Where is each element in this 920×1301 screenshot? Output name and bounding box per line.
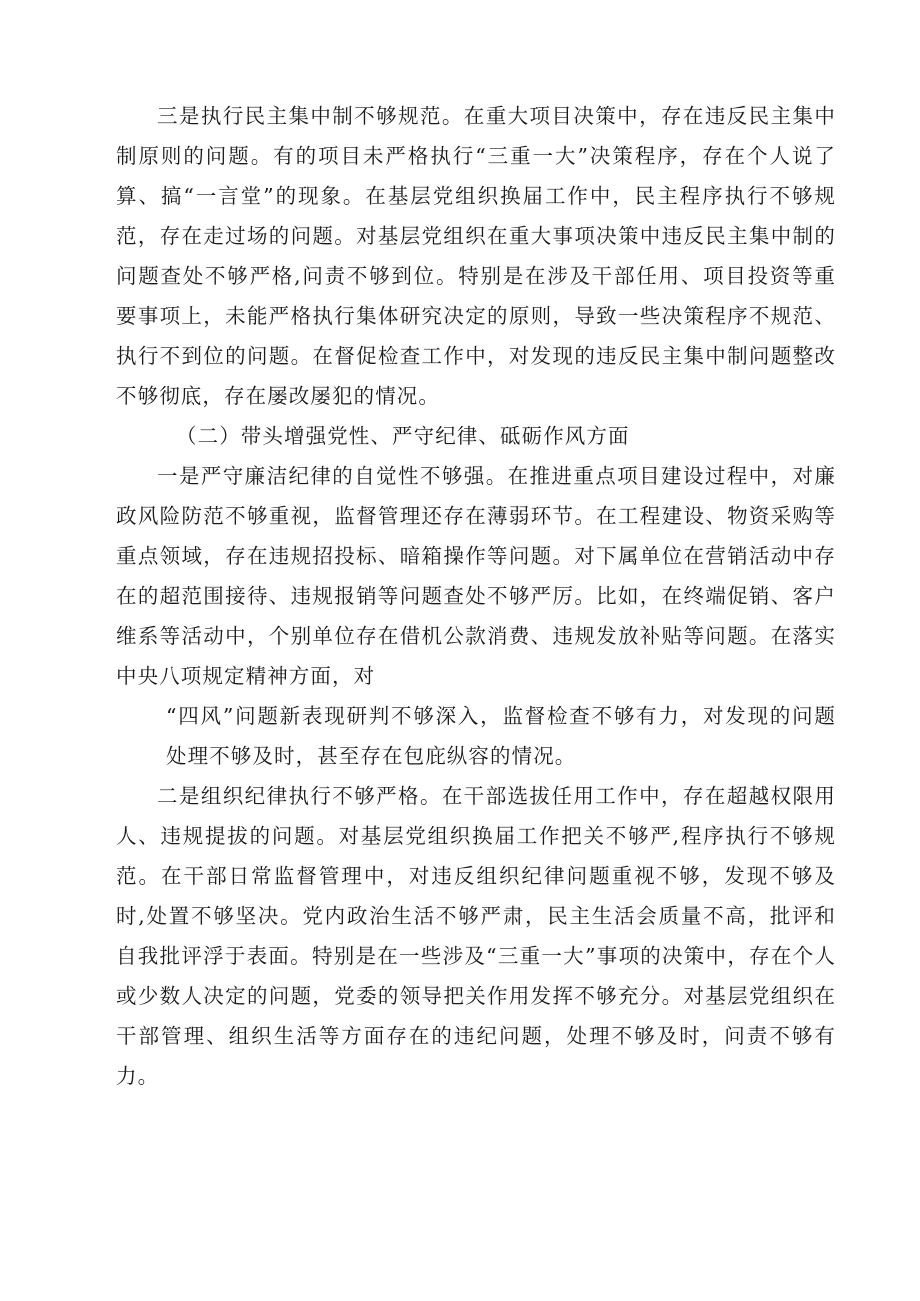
paragraph-organizational-discipline: 二是组织纪律执行不够严格。在干部选拔任用工作中，存在超越权限用人、违规提拔的问题。对基层党组织换届工作把关不够严,程序执行不够规范。在干部日常监督管理中，对违反组织纪律问题重视不够，发现不够及时,处置不够坚决。党内政治生活不够严肃，民主生活会质量不高，批评和自我批评浮于表面。特别是在一些涉及“三重一大”事项的决策中，存在个人或少数人决定的问题，党委的领导把关作用发挥不够充分。对基层党组织在干部管理、组织生活等方面存在的违纪问题，处理不够及时，问责不够有力。 xyxy=(116,784,836,1088)
paragraph-integrity-discipline: 一是严守廉洁纪律的自觉性不够强。在推进重点项目建设过程中，对廉政风险防范不够重视，监督管理还存在薄弱环节。在工程建设、物资采购等重点领域，存在违规招投标、暗箱操作等问题。对下属单位在营销活动中存在的超范围接待、违规报销等问题查处不够严厉。比如，在终端促销、客户维系等活动中，个别单位存在借机公款消费、违规发放补贴等问题。在落实中央八项规定精神方面，对 xyxy=(116,464,836,688)
paragraph-integrity-discipline-continued: “四风”问题新表现研判不够深入，监督检查不够有力，对发现的问题处理不够及时，甚至存在包庇纵容的情况。 xyxy=(166,704,836,768)
paragraph-democratic-centralism: 三是执行民主集中制不够规范。在重大项目决策中，存在违反民主集中制原则的问题。有的项目未严格执行“三重一大”决策程序，存在个人说了算、搞“一言堂”的现象。在基层党组织换届工作中，民主程序执行不够规范，存在走过场的问题。对基层党组织在重大事项决策中违反民主集中制的问题查处不够严格,问责不够到位。特别是在涉及干部任用、项目投资等重要事项上，未能严格执行集体研究决定的原则，导致一些决策程序不规范、执行不到位的问题。在督促检查工作中，对发现的违反民主集中制问题整改不够彻底，存在屡改屡犯的情况。 xyxy=(116,104,836,408)
section-heading-2: （二）带头增强党性、严守纪律、砥砺作风方面 xyxy=(176,424,630,448)
document-body xyxy=(116,96,836,1096)
